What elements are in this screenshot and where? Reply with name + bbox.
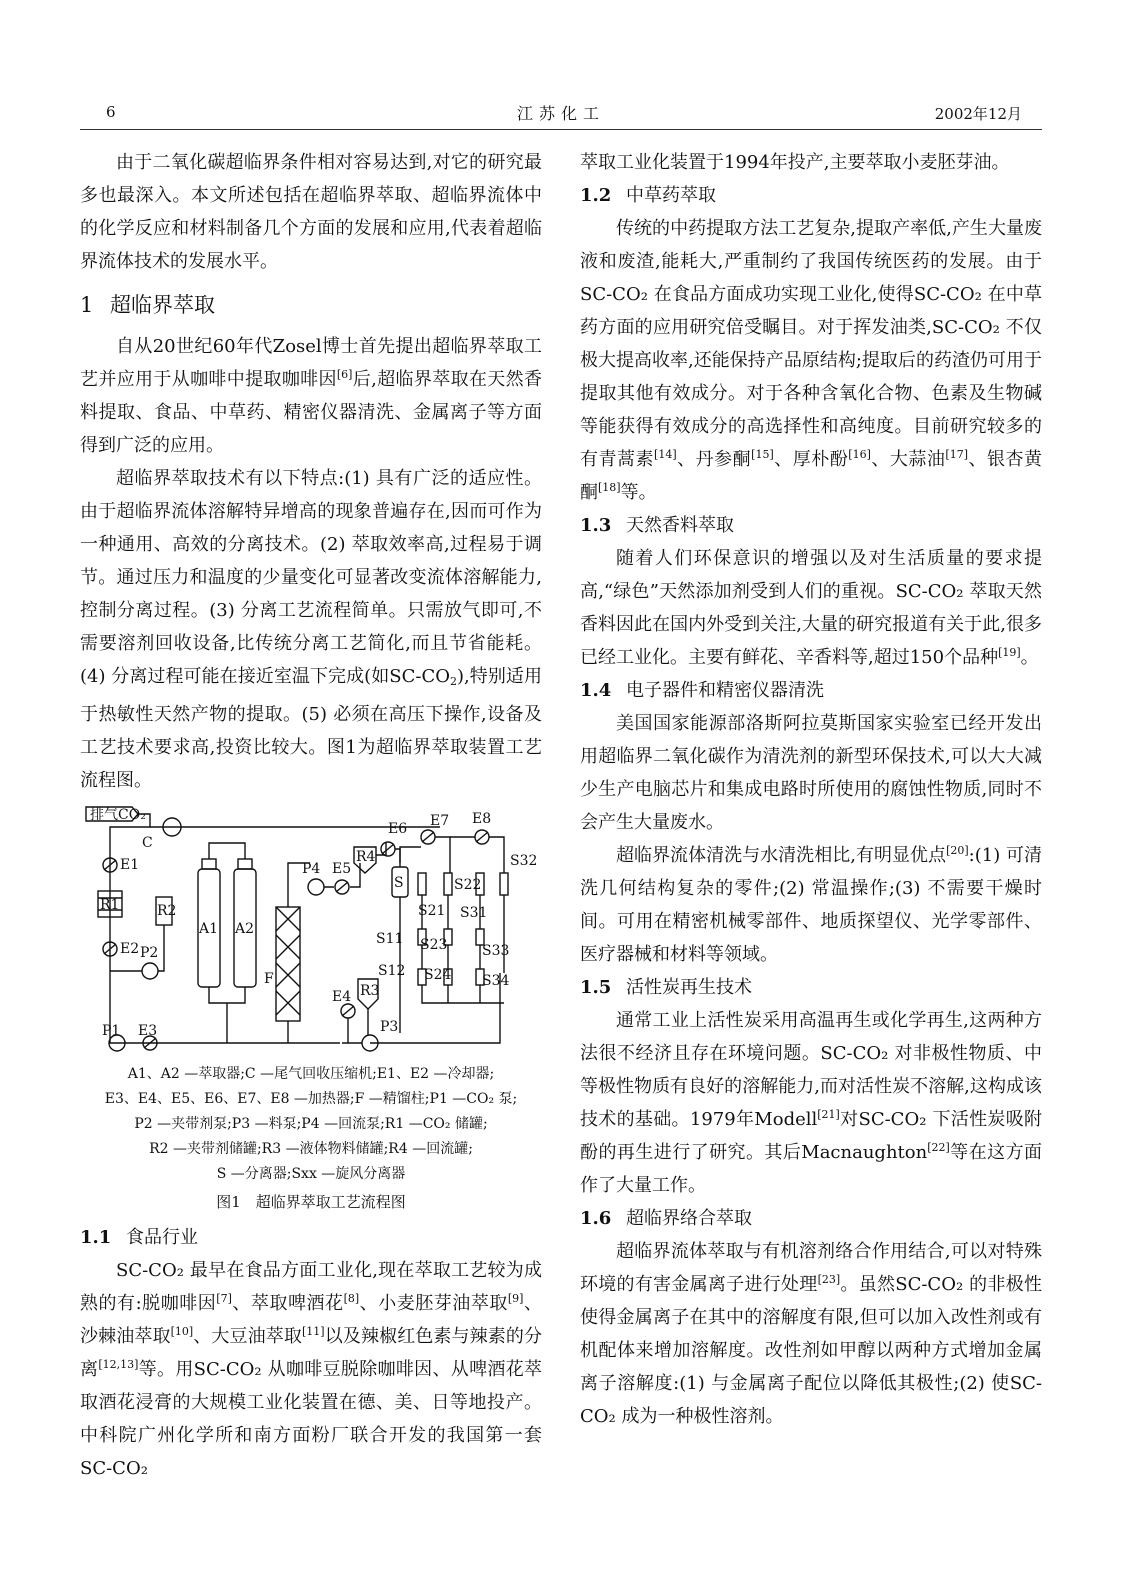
label-e6: E6 bbox=[388, 821, 408, 837]
citation: [6] bbox=[336, 368, 353, 381]
label-e7: E7 bbox=[430, 813, 450, 829]
paragraph: 美国国家能源部洛斯阿拉莫斯国家实验室已经开发出用超临界二氧化碳作为清洗剂的新型环保技术,可以大大减少生产电脑芯片和集成电路时所使用的腐蚀性物质,同时不会产生大量废水。 bbox=[580, 713, 1042, 833]
text-run: 自从20世纪60年代Zosel博士首先提出超临界萃取工艺并应用于从咖啡中提取咖啡因 bbox=[80, 336, 542, 390]
label-s11: S11 bbox=[376, 931, 404, 947]
label-vent: 排气CO₂ bbox=[90, 807, 146, 823]
text-run: 传统的中药提取方法工艺复杂,提取产率低,产生大量废液和废渣,能耗大,严重制约了我国传统医药的发展。由于SC-CO₂ 在食品方面成功实现工业化,使得SC-CO₂ 在中草药方面的应用研究倍受瞩目。对于挥发油类,SC-CO₂ 不仅极大提高收率,还能保持产品原结构;提取后的药渣仍可用于提取其他有效成分。对于各种含氧化合物、色素及生物碱等能获得有效成分的高选择性和高纯度。目前研究较多的有青蒿素 bbox=[580, 218, 1042, 470]
paragraph bbox=[580, 1235, 1042, 1433]
subsection-1-2-heading bbox=[580, 179, 1042, 212]
label-s: S bbox=[394, 875, 404, 891]
intro-paragraph: 由于二氧化碳超临界条件相对容易达到,对它的研究最多也最深入。本文所述包括在超临界萃取、超临界流体中的化学反应和材料制备几个方面的发展和应用,代表着超临界流体技术的发展水平。 bbox=[80, 152, 542, 272]
label-s34: S34 bbox=[482, 973, 510, 989]
label-c: C bbox=[142, 835, 153, 851]
subsection-1-4-heading bbox=[580, 674, 1042, 707]
subsection-number: 1.6 bbox=[580, 1208, 612, 1229]
subsection-number: 1.2 bbox=[580, 185, 612, 206]
label-a1: A1 bbox=[199, 921, 219, 937]
subsection-title: 食品行业 bbox=[126, 1227, 198, 1248]
text-run: 。 bbox=[1020, 647, 1039, 668]
subsection-title: 活性炭再生技术 bbox=[626, 977, 752, 998]
label-r4: R4 bbox=[356, 849, 376, 865]
citation: [20] bbox=[946, 844, 969, 857]
paragraph bbox=[80, 462, 542, 797]
section-1-heading bbox=[80, 290, 542, 320]
text-run: 对SC-CO₂ 下活性炭吸附酚的再生进行了研究。其后Macnaughton bbox=[580, 1109, 1043, 1163]
label-e1: E1 bbox=[120, 857, 140, 873]
text-run: ),特别适用于热敏性天然产物的提取。(5) 必须在高压下操作,设备及工艺技术要求高,投资比较大。图1为超临界萃取装置工艺流程图。 bbox=[80, 666, 542, 791]
text-run: :(1) 可清洗几何结构复杂的零件;(2) 常温操作;(3) 不需要干燥时间。可用在精密机械零部件、地质探望仪、光学零部件、医疗器械和材料等领域。 bbox=[580, 845, 1042, 965]
text-run: 、大豆油萃取 bbox=[193, 1326, 303, 1347]
label-s23: S23 bbox=[420, 937, 448, 953]
figure-caption: 图1 超临界萃取工艺流程图 bbox=[216, 1193, 406, 1211]
label-p4: P4 bbox=[302, 861, 321, 877]
citation: [12,13] bbox=[98, 1358, 139, 1371]
citation: [14] bbox=[654, 448, 677, 461]
label-p1: P1 bbox=[102, 1023, 121, 1039]
paragraph bbox=[580, 839, 1042, 971]
label-r2: R2 bbox=[157, 903, 177, 919]
label-s21: S21 bbox=[418, 903, 446, 919]
text-run: 、丹参酮 bbox=[676, 449, 752, 470]
paragraph bbox=[580, 542, 1042, 674]
label-f: F bbox=[264, 971, 274, 987]
label-a2: A2 bbox=[235, 921, 255, 937]
label-e8: E8 bbox=[472, 811, 492, 827]
section-number: 1 bbox=[80, 293, 94, 317]
paragraph bbox=[580, 212, 1042, 509]
label-p2: P2 bbox=[140, 945, 159, 961]
paragraph bbox=[80, 330, 542, 462]
label-e5: E5 bbox=[332, 861, 352, 877]
label-e3: E3 bbox=[138, 1023, 158, 1039]
process-flow-diagram bbox=[80, 803, 542, 1058]
label-s24: S24 bbox=[424, 967, 452, 983]
text-run: 、沙棘油萃取 bbox=[80, 1293, 543, 1347]
subsection-1-3-heading bbox=[580, 509, 1042, 542]
text-run: 等。 bbox=[620, 482, 657, 503]
header-rule bbox=[80, 129, 1042, 130]
text-run: 通常工业上活性炭采用高温再生或化学再生,这两种方法很不经济且存在环境问题。SC-CO₂ 对非极性物质、中等极性物质有良好的溶解能力,而对活性炭不溶解,这构成该技术的基础。1979年Modell bbox=[580, 1010, 1042, 1130]
subsection-title: 超临界络合萃取 bbox=[626, 1208, 752, 1229]
text-run: 以及辣椒红色素与辣素的分离 bbox=[80, 1326, 543, 1380]
journal-name: 江苏化工 bbox=[516, 104, 605, 123]
page-header bbox=[80, 101, 1042, 127]
citation: [15] bbox=[751, 448, 774, 461]
subsection-number: 1.5 bbox=[580, 977, 612, 998]
citation: [9] bbox=[507, 1292, 524, 1305]
label-s32: S32 bbox=[510, 853, 538, 869]
citation: [23] bbox=[817, 1273, 841, 1286]
label-e4: E4 bbox=[332, 989, 352, 1005]
right-column bbox=[580, 146, 1042, 1433]
text-run: 、厚朴酚 bbox=[773, 449, 849, 470]
subsection-number: 1.3 bbox=[580, 515, 612, 536]
label-s12: S12 bbox=[378, 963, 406, 979]
text-run: 、小麦胚芽油萃取 bbox=[359, 1293, 508, 1314]
citation: [21] bbox=[817, 1108, 840, 1121]
label-p3: P3 bbox=[380, 1019, 399, 1035]
text-run: 超临界萃取技术有以下特点:(1) 具有广泛的适应性。由于超临界流体溶解特异增高的现象普遍存在,因而可作为一种通用、高效的分离技术。(2) 萃取效率高,过程易于调节。通过压力和温度的少量变化可显著改变流体溶解能力,控制分离过程。(3) 分离工艺流程简单。只需放气即可,不需要溶剂回收设备,比传统分离工艺简化,而且节省能耗。(4) 分离过程可能在接近室温下完成(如SC-CO bbox=[80, 468, 542, 687]
text-run: 、银杏黄酮 bbox=[580, 449, 1043, 503]
subsection-title: 中草药萃取 bbox=[626, 185, 716, 206]
page-number: 6 bbox=[106, 103, 116, 121]
paragraph bbox=[580, 1004, 1042, 1202]
text-run: 等在这方面作了大量工作。 bbox=[580, 1142, 1043, 1196]
citation: [22] bbox=[927, 1141, 950, 1154]
left-column bbox=[80, 146, 542, 1485]
text-run: 超临界流体清洗与水清洗相比,有明显优点 bbox=[616, 845, 947, 866]
label-e2: E2 bbox=[120, 941, 140, 957]
text-run: 、萃取啤酒花 bbox=[231, 1293, 344, 1314]
text-run: 随着人们环保意识的增强以及对生活质量的要求提高,“绿色”天然添加剂受到人们的重视。SC-CO₂ 萃取天然香料因此在国内外受到关注,大量的研究报道有关于此,很多已经工业化。主要有鲜花、辛香料等,超过150个品种 bbox=[580, 548, 1042, 668]
legend-line: R2 —夹带剂储罐;R3 —液体物料储罐;R4 —回流罐; bbox=[149, 1141, 473, 1157]
text-run: SC-CO₂ 最早在食品方面工业化,现在萃取工艺较为成熟的有:脱咖啡因 bbox=[80, 1260, 542, 1314]
paragraph: 萃取工业化装置于1994年投产,主要萃取小麦胚芽油。 bbox=[580, 152, 1010, 173]
citation: [18] bbox=[598, 481, 621, 494]
label-s31: S31 bbox=[460, 905, 488, 921]
text-run: 。虽然SC-CO₂ 的非极性使得金属离子在其中的溶解度有限,但可以加入改性剂或有机配体来增加溶解度。改性剂如甲醇以两种方式增加金属离子溶解度:(1) 与金属离子配位以降低其极性;(2) 使SC-CO₂ 成为一种极性溶剂。 bbox=[580, 1274, 1042, 1427]
subsection-1-1-heading bbox=[80, 1221, 542, 1254]
subsection-number: 1.4 bbox=[580, 680, 612, 701]
label-s33: S33 bbox=[482, 943, 510, 959]
section-title: 超临界萃取 bbox=[110, 293, 215, 317]
label-r1: R1 bbox=[100, 897, 120, 913]
flow-diagram-svg bbox=[80, 803, 542, 1058]
legend-line: S —分离器;Sxx —旋风分离器 bbox=[216, 1166, 406, 1182]
figure-legend bbox=[80, 1062, 542, 1187]
citation: [11] bbox=[302, 1325, 325, 1338]
paragraph bbox=[80, 1254, 542, 1485]
label-s22: S22 bbox=[454, 877, 482, 893]
text-run: 、大蒜油 bbox=[870, 449, 946, 470]
text-run: 超临界流体萃取与有机溶剂络合作用结合,可以对特殊环境的有害金属离子进行处理 bbox=[580, 1241, 1042, 1295]
subscript: 2 bbox=[450, 675, 457, 688]
citation: [16] bbox=[848, 448, 871, 461]
label-r3: R3 bbox=[360, 983, 380, 999]
citation: [17] bbox=[945, 448, 968, 461]
citation: [19] bbox=[998, 646, 1021, 659]
subsection-1-6-heading bbox=[580, 1202, 1042, 1235]
subsection-title: 电子器件和精密仪器清洗 bbox=[626, 680, 824, 701]
legend-line: E3、E4、E5、E6、E7、E8 —加热器;F —精馏柱;P1 —CO₂ 泵; bbox=[104, 1091, 518, 1107]
legend-line: P2 —夹带剂泵;P3 —料泵;P4 —回流泵;R1 —CO₂ 储罐; bbox=[134, 1116, 488, 1132]
citation: [7] bbox=[216, 1292, 232, 1305]
text-run: 等。用SC-CO₂ 从咖啡豆脱除咖啡因、从啤酒花萃取酒花浸膏的大规模工业化装置在德、美、日等地投产。中科院广州化学所和南方面粉厂联合开发的我国第一套SC-CO₂ bbox=[80, 1359, 543, 1479]
subsection-title: 天然香料萃取 bbox=[626, 515, 734, 536]
citation: [8] bbox=[343, 1292, 360, 1305]
subsection-number: 1.1 bbox=[80, 1227, 112, 1248]
issue-date: 2002年12月 bbox=[934, 105, 1022, 123]
citation: [10] bbox=[170, 1325, 194, 1338]
legend-line: A1、A2 —萃取器;C —尾气回收压缩机;E1、E2 —冷却器; bbox=[127, 1066, 495, 1082]
text-run: 后,超临界萃取在天然香料提取、食品、中草药、精密仪器清洗、金属离子等方面得到广泛的应用。 bbox=[80, 369, 542, 456]
subsection-1-5-heading bbox=[580, 971, 1042, 1004]
